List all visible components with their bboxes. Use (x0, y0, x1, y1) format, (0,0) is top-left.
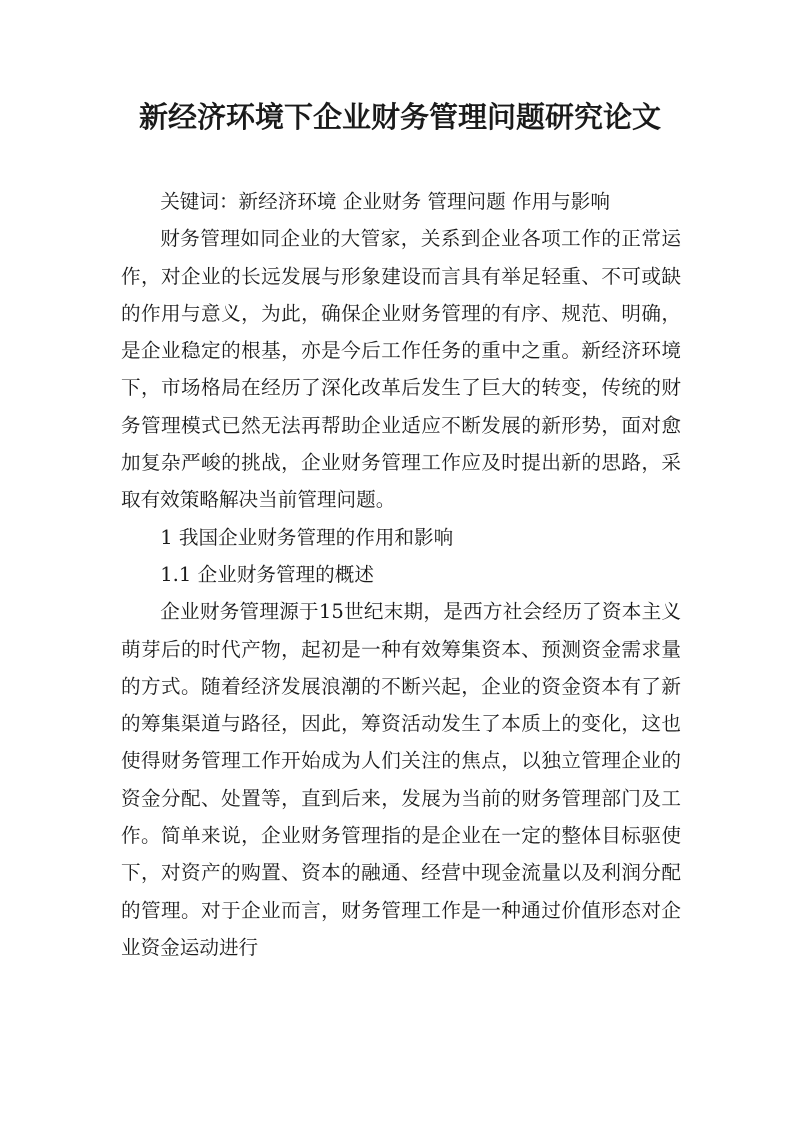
overview-paragraph: 企业财务管理源于15世纪末期，是西方社会经历了资本主义萌芽后的时代产物，起初是一种有效筹集资本、预测资金需求量的方式。随着经济发展浪潮的不断兴起，企业的资金资本有了新的筹集渠道与路径，因此，筹资活动发生了本质上的变化，这也使得财务管理工作开始成为人们关注的焦点，以独立管理企业的资金分配、处置等，直到后来，发展为当前的财务管理部门及工作。简单来说，企业财务管理指的是企业在一定的整体目标驱使下，对资产的购置、资本的融通、经营中现金流量以及利润分配的管理。对于企业而言，财务管理工作是一种通过价值形态对企业资金运动进行 (121, 600, 681, 959)
document-body (121, 183, 681, 966)
intro-paragraph: 财务管理如同企业的大管家，关系到企业各项工作的正常运作，对企业的长远发展与形象建设而言具有举足轻重、不可或缺的作用与意义，为此，确保企业财务管理的有序、规范、明确，是企业稳定的根基，亦是今后工作任务的重中之重。新经济环境下，市场格局在经历了深化改革后发生了巨大的转变，传统的财务管理模式已然无法再帮助企业适应不断发展的新形势，面对愈加复杂严峻的挑战，企业财务管理工作应及时提出新的思路，采取有效策略解决当前管理问题。 (121, 227, 681, 512)
keywords-line: 关键词：新经济环境 企业财务 管理问题 作用与影响 (160, 190, 610, 213)
section-heading-1: 1 我国企业财务管理的作用和影响 (160, 525, 454, 549)
section-heading-1-1: 1.1 企业财务管理的概述 (160, 562, 374, 586)
document-title: 新经济环境下企业财务管理问题研究论文 (138, 100, 661, 134)
